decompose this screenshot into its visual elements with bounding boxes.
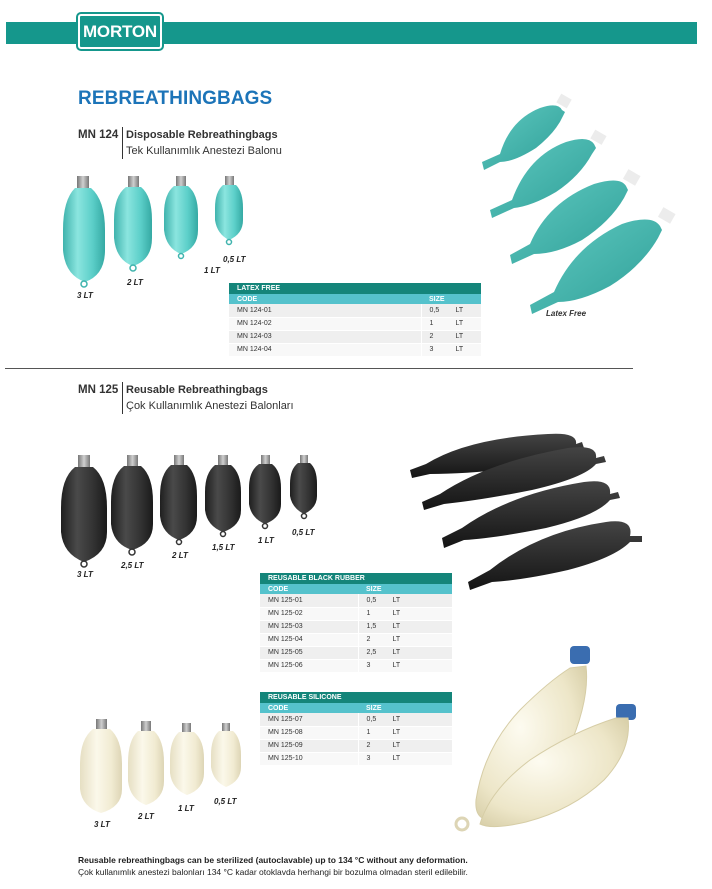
row-unit: LT — [455, 346, 464, 353]
row-size: 1 — [366, 729, 371, 736]
row-size: 0,5 — [366, 596, 377, 604]
mn125-silicone-bags-illustration — [75, 715, 255, 825]
row-unit: LT — [392, 596, 401, 604]
brand-logo-text: MORTON — [82, 21, 158, 41]
row-code: MN 125-03 — [260, 620, 358, 633]
mn125-rubber-photo — [398, 412, 674, 592]
rubber-bag-1lt — [249, 455, 281, 529]
col-code-header: CODE — [229, 294, 421, 304]
table-row — [260, 646, 452, 659]
mn124-spec-table — [229, 283, 481, 357]
mn124-size-label-1: 1 LT — [204, 266, 220, 275]
table-row — [260, 659, 452, 672]
table-row — [260, 726, 452, 739]
brand-logo — [78, 14, 162, 49]
mn125-title: Reusable Rebreathingbags — [126, 384, 268, 396]
row-size: 3 — [429, 346, 434, 353]
row-size: 2 — [366, 742, 371, 749]
row-unit: LT — [392, 649, 401, 656]
rubber-bag-2lt — [160, 455, 197, 545]
mn124-size-label-3: 3 LT — [77, 291, 93, 300]
mn124-photo-caption: Latex Free — [546, 309, 587, 318]
bag-05lt — [215, 176, 243, 245]
rubber-size-label-1: 1 LT — [258, 536, 274, 545]
rubber-size-label-15: 1,5 LT — [212, 543, 235, 552]
mn124-size-label-2: 2 LT — [127, 278, 143, 287]
row-unit: LT — [392, 610, 401, 617]
row-unit: LT — [392, 755, 401, 762]
row-code: MN 125-07 — [260, 713, 358, 726]
silicone-bag-2lt — [128, 721, 164, 805]
mn124-title: Disposable Rebreathingbags — [126, 129, 278, 141]
row-unit: LT — [392, 623, 401, 630]
table-row — [260, 739, 452, 752]
silicone-bag-05lt — [211, 723, 241, 787]
row-unit: LT — [392, 636, 401, 643]
silicone-bag-3lt — [80, 719, 122, 813]
col-size-header: SIZE — [421, 294, 481, 304]
mn124-code: MN 124 — [78, 129, 119, 141]
row-unit: LT — [392, 662, 401, 669]
row-size: 2 — [366, 636, 371, 643]
mn125-code: MN 125 — [78, 384, 119, 396]
mn125-rubber-bags-illustration — [55, 450, 325, 575]
rubber-bag-05lt — [290, 455, 317, 519]
page-title: REBREATHINGBAGS — [78, 88, 273, 109]
row-code: MN 125-02 — [260, 607, 358, 620]
mn125-subtitle: Çok Kullanımlık Anestezi Balonları — [126, 400, 294, 412]
table-row — [229, 343, 481, 356]
row-unit: LT — [455, 306, 464, 314]
silicone-size-label-1: 1 LT — [178, 804, 194, 813]
row-code: MN 125-09 — [260, 739, 358, 752]
table-heading: REUSABLE BLACK RUBBER — [260, 573, 452, 584]
mn124-bags-illustration — [55, 170, 255, 310]
row-unit: LT — [455, 333, 464, 340]
row-size: 2,5 — [366, 649, 377, 656]
row-size: 0,5 — [429, 306, 440, 314]
rubber-size-label-3: 3 LT — [77, 570, 93, 579]
section-divider — [5, 368, 633, 369]
row-code: MN 125-10 — [260, 752, 358, 765]
row-size: 1 — [429, 320, 434, 327]
mn124-divider — [122, 127, 123, 159]
row-unit: LT — [392, 742, 401, 749]
row-code: MN 125-04 — [260, 633, 358, 646]
row-size: 3 — [366, 662, 371, 669]
mn124-size-label-05: 0,5 LT — [223, 255, 246, 264]
silicone-size-label-2: 2 LT — [138, 812, 154, 821]
silicone-bag-1lt — [170, 723, 204, 795]
rubber-size-label-2: 2 LT — [172, 551, 188, 560]
rubber-bag-3lt — [61, 455, 107, 567]
mn124-latex-free-photo — [470, 90, 700, 320]
row-code: MN 125-05 — [260, 646, 358, 659]
table-row — [229, 330, 481, 343]
mn125-silicone-photo — [440, 640, 665, 840]
rubber-size-label-05: 0,5 LT — [292, 528, 315, 537]
table-row — [260, 594, 452, 607]
col-code-header: CODE — [260, 703, 358, 713]
row-code: MN 124-04 — [229, 343, 421, 356]
row-code: MN 125-01 — [260, 594, 358, 607]
bag-3lt — [63, 176, 105, 287]
table-heading: REUSABLE SILICONE — [260, 692, 452, 703]
col-size-header: SIZE — [358, 703, 452, 713]
row-code: MN 124-03 — [229, 330, 421, 343]
table-row — [260, 713, 452, 726]
rubber-size-label-25: 2,5 LT — [121, 561, 144, 570]
bag-2lt — [114, 176, 152, 271]
row-code: MN 125-06 — [260, 659, 358, 672]
mn125-divider — [122, 382, 123, 414]
footer-sterilization-note-tr: Çok kullanımlık anestezi balonları 134 °C kadar otoklavda herhangi bir bozulma olmadan steril edilebilir. — [78, 867, 468, 877]
row-code: MN 125-08 — [260, 726, 358, 739]
row-unit: LT — [392, 715, 401, 723]
table-row — [260, 620, 452, 633]
table-heading: LATEX FREE — [229, 283, 481, 294]
row-size: 2 — [429, 333, 434, 340]
row-code: MN 124-02 — [229, 317, 421, 330]
table-row — [260, 633, 452, 646]
row-code: MN 124-01 — [229, 304, 421, 317]
col-size-header: SIZE — [358, 584, 452, 594]
table-row — [229, 304, 481, 317]
silicone-size-label-3: 3 LT — [94, 820, 110, 829]
row-size: 3 — [366, 755, 371, 762]
mn125-rubber-spec-table — [260, 573, 452, 673]
rubber-bag-25lt — [111, 455, 153, 555]
row-size: 0,5 — [366, 715, 377, 723]
row-size: 1,5 — [366, 623, 377, 630]
footer-sterilization-note: Reusable rebreathingbags can be sterilized (autoclavable) up to 134 °C without any deformation. — [78, 855, 468, 865]
silicone-size-label-05: 0,5 LT — [214, 797, 237, 806]
rubber-bag-15lt — [205, 455, 241, 537]
table-row — [260, 752, 452, 765]
row-size: 1 — [366, 610, 371, 617]
mn125-silicone-spec-table — [260, 692, 452, 766]
table-row — [229, 317, 481, 330]
bag-1lt — [164, 176, 198, 259]
table-row — [260, 607, 452, 620]
mn124-subtitle: Tek Kullanımlık Anestezi Balonu — [126, 145, 282, 157]
row-unit: LT — [392, 729, 401, 736]
row-unit: LT — [455, 320, 464, 327]
col-code-header: CODE — [260, 584, 358, 594]
